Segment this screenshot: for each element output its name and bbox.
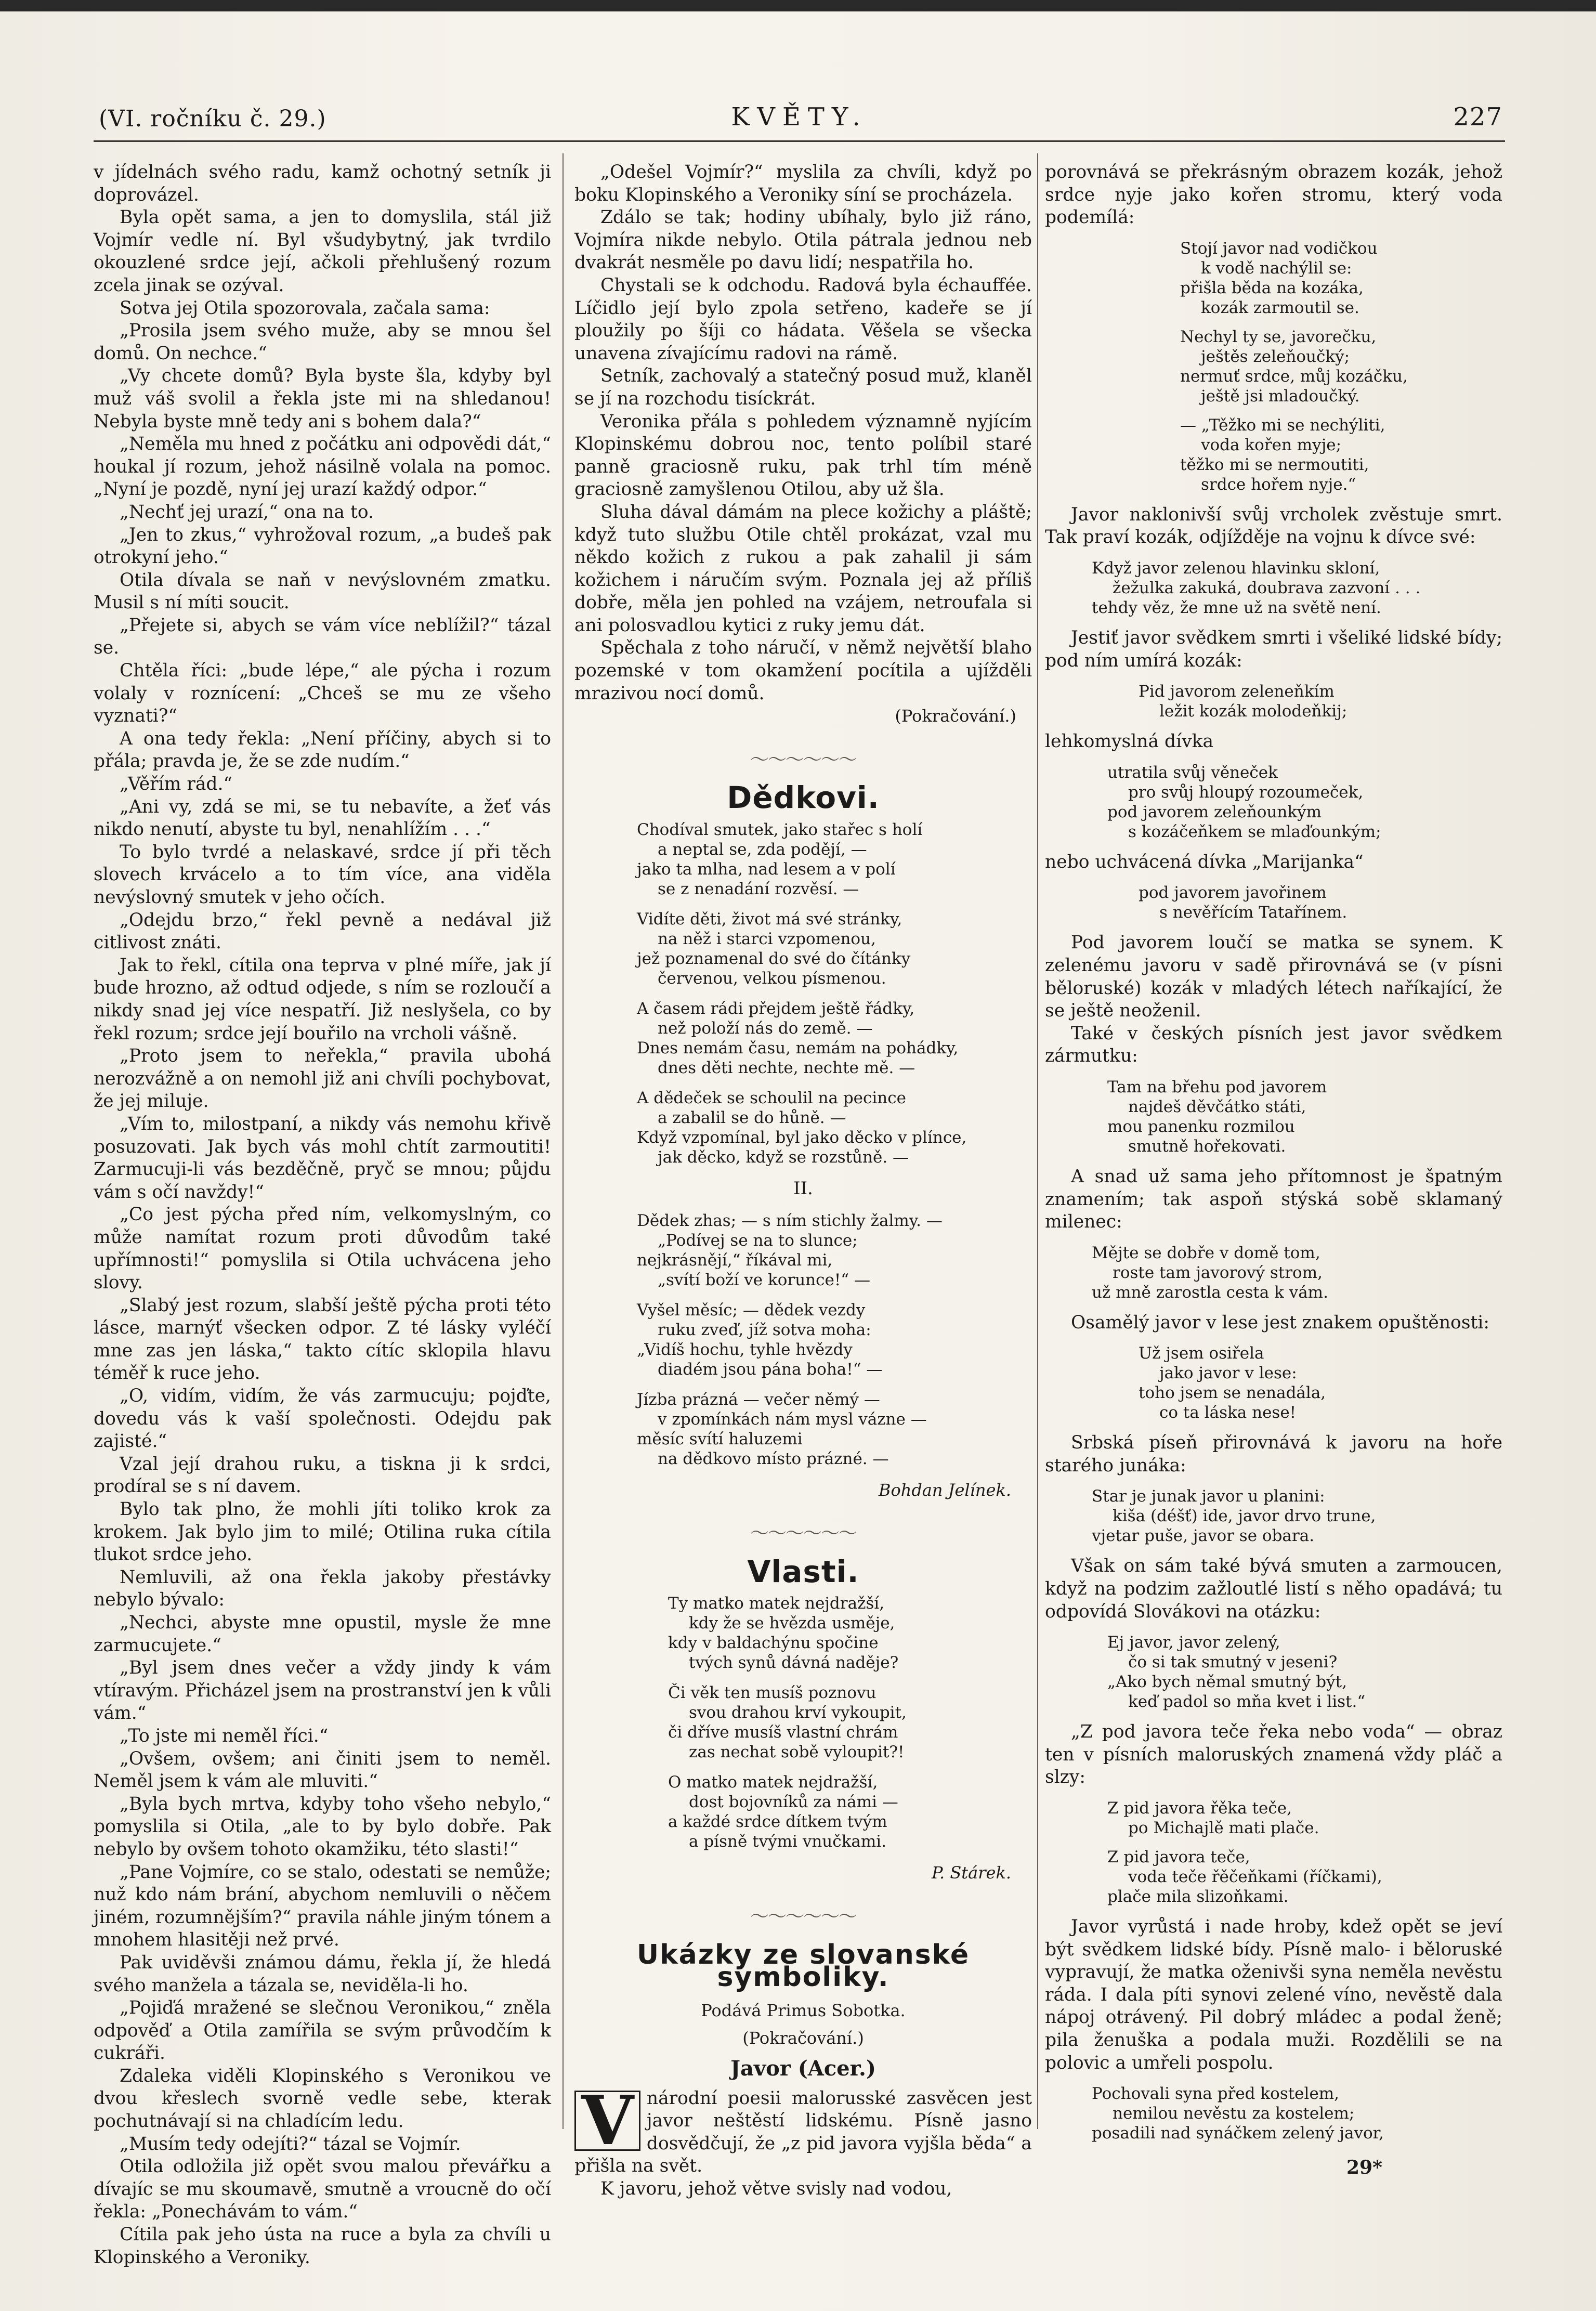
story-paragraph: Bylo tak plno, že mohli jíti toliko krok za krokem. Jak bylo jim to milé; Otilina ruka cítila tlukot srdce jeho. [94, 1499, 551, 1565]
verse-line: Star je junak javor u planini: [1092, 1487, 1325, 1506]
verse-line: utratila svůj věneček [1107, 763, 1278, 782]
verse-line: Nechyl ty se, javorečku, [1180, 327, 1377, 346]
folk-song-verse [1045, 1243, 1502, 1302]
verse-line: už mně zarostla cesta k vám. [1092, 1283, 1328, 1302]
verse-line: posadili nad synáčkem zelený javor, [1092, 2124, 1384, 2143]
verse-line: svou drahou krví vykoupit, [689, 1703, 907, 1722]
article-paragraph: Javor vyrůstá i nade hroby, kdež opět se jeví být svědkem lidské bídy. Písně malo- i běloruské vypravují, že matka oženivši syna neměla nevěstu ráda. I dala píti synovi zelené víno, nevěstě dala nápoj otrávený. Pil dobrý mládec a podal ženě; pila ženuška a podala muži. Rozdělili se na polovic a umřeli pospolu. [1045, 1916, 1502, 2073]
verse-line: jež poznamenal do své do čítánky [637, 949, 911, 969]
verse-line: dnes děti nechte, nechte mě. — [658, 1059, 915, 1078]
verse-line: a neptal se, zda podějí, — [658, 840, 867, 859]
continued-note: (Pokračování.) [895, 706, 1016, 726]
folk-song-verse [1045, 682, 1502, 721]
verse-line: Pochovali syna před kostelem, [1092, 2084, 1340, 2104]
verse-line: Jízba prázná — večer němý — [637, 1390, 880, 1409]
verse-line: a zabalil se do hůně. — [658, 1108, 846, 1128]
folk-song-verse [1045, 1847, 1502, 1907]
verse-line: kozák zarmoutil se. [1201, 298, 1359, 317]
continued-note: (Pokračování.) [742, 2028, 864, 2048]
verse-line: s kozáčeňkem se mlaďounkým; [1128, 822, 1381, 841]
verse-line: červenou, velkou písmenou. [658, 969, 886, 988]
verse-line: a písně tvými vnučkami. [689, 1832, 887, 1851]
story-paragraph: „Nechci, abyste mne opustil, mysle že mne zarmucujete.“ [94, 1612, 551, 1656]
issue-label: (VI. ročníku č. 29.) [99, 106, 326, 132]
story-paragraph: „Proto jsem to neřekla,“ pravila ubohá nerozvážně a on nemohl již ani chvíli pochybovat, že jej miluje. [94, 1046, 551, 1112]
ornament-divider: ～～～～～～ [750, 1523, 856, 1545]
story-paragraph: „Nechť jej urazí,“ ona na to. [120, 501, 374, 523]
story-paragraph: Sluha dával dámám na plece kožichy a pláště; když tuto službu Otile chtěl prokázat, vzal mu někdo kožich z rukou a pak zahalil ji sám kožichem i náručím svým. Poznala jej až příliš dobře, měla jen pohled na vzájem, netroufala si ani polosvadlou kytici z ruky jemu dát. [574, 501, 1032, 636]
verse-line: keď padol so mňa kvet i list.“ [1128, 1692, 1366, 1712]
article-paragraph: V národní poesii malorusské zasvěcen jest javor neštěstí lidskému. Písně jasno dosvědčují, že „z pid javora vyjšla běda“ a přišla na svět. [574, 2080, 1032, 2177]
story-paragraph: „Přejete si, abych se vám více neblížil?“ tázal se. [94, 615, 551, 659]
poem-vlasti [574, 1594, 1032, 1851]
verse-line: A časem rádi přejdem ještě řádky, [637, 999, 915, 1019]
verse-line: ležit kozák molodeňkij; [1159, 702, 1348, 721]
verse-line: Z pid javora řěka teče, [1107, 1799, 1292, 1818]
verse-line: roste tam javorový strom, [1113, 1263, 1323, 1282]
story-paragraph: Jak to řekl, cítila ona teprva v plné míře, jak jí bude hrozno, až odtud odjede, s ním se rozloučí a nikdy snad jej více nespatří. Již neslyšela, co by řekl rozum; srdce její bouřilo na vrcholi vášně. [94, 955, 551, 1044]
article-paragraph: Však on sám také bývá smuten a zarmoucen, když na podzim zažloutlé listí s něho opadává; tu odpovídá Slovákovi na otázku: [1045, 1556, 1502, 1622]
poem-dedkovi-part2 [574, 1211, 1032, 1469]
verse-line: zas nechat sobě vyloupit?! [689, 1743, 905, 1762]
story-paragraph: „O, vidím, vidím, že vás zarmucuju; pojďte, dovedu vás k vaší společnosti. Odejdu pak zajisté.“ [94, 1386, 551, 1452]
column-1-story [94, 161, 551, 2269]
article-paragraph: nebo uchvácená dívka „Marijanka“ [1045, 851, 1364, 872]
verse-line: kdy v baldachýnu spočine [668, 1634, 879, 1653]
story-paragraph: „Byl jsem dnes večer a vždy jindy k vám vtíravým. Přicházel jsem na prostranství jen k vůli vám.“ [94, 1657, 551, 1724]
verse-line: Či věk ten musíš poznovu [668, 1683, 877, 1703]
verse-line: Dědek zhas; — s ním stichly žalmy. — [637, 1211, 943, 1230]
verse-line: O matko matek nejdražší, [668, 1773, 878, 1792]
verse-line: jako ta mlha, nad lesem a v polí [637, 860, 896, 879]
story-paragraph: Otila dívala se naň v nevýslovném zmatku. Musil s ní míti soucit. [94, 569, 551, 613]
story-paragraph: Zdaleka viděli Klopinského s Veronikou ve dvou křeslech svorně vedle sebe, kterak pochutnávají si na chladícím ledu. [94, 2065, 551, 2132]
folk-song-verse [1045, 1077, 1502, 1156]
article-paragraph: K javoru, jehož větve svisly nad vodou, [600, 2178, 952, 2199]
verse-line: tehdy věz, že mne už na světě není. [1092, 598, 1381, 617]
story-paragraph: „Vím to, milostpaní, a nikdy vás nemohu křivě posuzovati. Jak bych vás mohl chtít zarmoutiti! Zarmucuji-li vás bezděčně, pryč se mnou; půjdu vám s očí navždy!“ [94, 1113, 551, 1203]
running-header [94, 101, 1505, 138]
ornament-divider: ～～～～～～ [750, 749, 856, 771]
stanza [637, 1300, 1032, 1379]
story-paragraph: „Odešel Vojmír?“ myslila za chvíli, když po boku Klopinského a Veroniky síní se procházela. [574, 162, 1032, 205]
verse-line: Mějte se dobře v domě tom, [1092, 1243, 1320, 1262]
folk-song-verse [1045, 415, 1502, 494]
story-paragraph: „Věřím rád.“ [120, 774, 233, 795]
verse-line: se z nenadání rozvěsí. — [658, 880, 859, 899]
article-paragraph: Také v českých písních jest javor svědkem zármutku: [1045, 1023, 1502, 1067]
verse-line: mou panenku rozmilou [1107, 1117, 1295, 1136]
verse-line: ruku zveď, jíž sotva moha: [658, 1320, 871, 1339]
story-paragraph: Sotva jej Otila spozorovala, začala sama: [120, 297, 490, 319]
verse-line: k vodě nachýlil se: [1201, 258, 1352, 278]
article-byline: Podává Primus Sobotka. [701, 2000, 906, 2020]
verse-line: jak děcko, když se rozstůně. — [658, 1148, 909, 1167]
verse-line: „Podívej se na to slunce; [658, 1231, 858, 1250]
story-paragraph: Otila odložila již opět svou malou převářku a dívajíc se mu skoumavě, smutně a vroucně do očí řekla: „Ponechávám to vám.“ [94, 2156, 551, 2223]
column-3-article [1045, 161, 1502, 2152]
verse-line: co ta láska nese! [1159, 1403, 1297, 1422]
verse-line: nejkrásnějí,“ říkával mi, [637, 1250, 833, 1270]
verse-line: ještě jsi mladoučký. [1201, 386, 1360, 406]
stanza [637, 1088, 1032, 1167]
story-paragraph: „Pane Vojmíre, co se stalo, odestati se nemůže; nuž kdo nám brání, abychom nemluvili o něčem jiném, rozumnějším?“ pravila náhle jiným tónem a mnohem hlasitěji než prvé. [94, 1861, 551, 1951]
article-paragraph: Srbská píseň přirovnává k javoru na hoře starého junáka: [1045, 1432, 1502, 1476]
story-paragraph: Chystali se k odchodu. Radová byla échauffée. Líčidlo její bylo zpola setřeno, kadeře se jí ploužily po šíji co hádata. Věšela se všecka unavena zívajícímu radovi na rámě. [574, 275, 1032, 364]
poem-dedkovi-part1 [574, 820, 1032, 1167]
verse-line: čo si tak smutný v jeseni? [1128, 1653, 1338, 1672]
story-paragraph: To bylo tvrdé a nelaskavé, srdce jí při těch slovech krvácelo a to tím více, ana viděla nevýslovný smutek v jeho očích. [94, 841, 551, 908]
folk-song-verse [1045, 883, 1502, 922]
verse-line: kiša (déšť) ide, javor drvo trune, [1113, 1507, 1376, 1526]
column-2 [574, 161, 1032, 2201]
verse-line: těžko mi se nermoutiti, [1180, 455, 1369, 474]
verse-line: Když javor zelenou hlavinku skloní, [1092, 558, 1380, 578]
verse-line: žežulka zakuká, doubrava zazvoní . . . [1113, 578, 1421, 597]
story-paragraph: Veronika přála s pohledem významně nyjícím Klopinskému dobrou noc, tento políbil staré panně graciosně ruku, pak trhl tím méně graciosně zamyšlenou Otilou, aby už šla. [574, 411, 1032, 500]
verse-line: voda kořen myje; [1201, 435, 1342, 454]
story-paragraph: Chtěla říci: „bude lépe,“ ale pýcha i rozum volaly v roznícení: „Chceš se mu ze všeho vyznati?“ [94, 660, 551, 727]
story-paragraph: „Jen to zkus,“ vyhrožoval rozum, „a budeš pak otrokyní jeho.“ [94, 524, 551, 568]
verse-line: voda teče řěčeňkami (říčkami), [1128, 1868, 1382, 1887]
verse-line: plače mila slizoňkami. [1107, 1887, 1289, 1907]
verse-line: než položí nás do země. — [658, 1019, 873, 1038]
verse-line: ještěs zeleňoučký; [1201, 347, 1350, 366]
stanza [637, 1390, 1032, 1469]
stanza [637, 1211, 1032, 1290]
verse-line: přišla běda na kozáka, [1180, 278, 1364, 297]
poem-title-dedkovi: Dědkovi. [727, 780, 880, 816]
article-paragraph: Pod javorem loučí se matka se synem. K zelenému javoru v sadě přirovnává se (v písni běloruské) kozák v mladých létech naříkající, že se ještě neoženil. [1045, 932, 1502, 1022]
story-paragraph: „Prosila jsem svého muže, aby se mnou šel domů. On nechce.“ [94, 320, 551, 364]
verse-line: tvých synů dávná naděje? [689, 1653, 899, 1673]
folk-song-verse [1045, 327, 1502, 406]
verse-line: nemilou nevěstu za kostelem; [1113, 2104, 1355, 2123]
verse-line: „Vidíš hochu, tyhle hvězdy [637, 1340, 853, 1359]
story-paragraph: Spěchala z toho náručí, v němž největší blaho pozemské v tom okamžení pocítila a ujížděli mrazivou nocí domů. [574, 637, 1032, 704]
article-paragraph: Osamělý javor v lese jest znakem opuštěnosti: [1071, 1312, 1490, 1333]
verse-line: Ej javor, javor zelený, [1107, 1633, 1280, 1652]
story-paragraph: „To jste mi neměl říci.“ [120, 1725, 329, 1746]
poem-title-vlasti: Vlasti. [747, 1553, 859, 1589]
folk-song-verse [1045, 1798, 1502, 1838]
poem-author: P. Stárek. [931, 1863, 1011, 1883]
stanza [637, 999, 1032, 1078]
verse-line: v zpomínkách nám mysl vázne — [658, 1409, 927, 1429]
story-paragraph: „Odejdu brzo,“ řekl pevně a nedával již citlivost znáti. [94, 909, 551, 954]
article-paragraph: Jestiť javor svědkem smrti i všeliké lidské bídy; pod ním umírá kozák: [1045, 627, 1502, 671]
story-paragraph: Vzal její drahou ruku, a tiskna ji k srdci, prodíral se s ní davem. [94, 1453, 551, 1497]
article-paragraph: Javor naklonivší svůj vrcholek zvěstuje smrt. Tak praví kozák, odjížděje na vojnu k dívce své: [1045, 504, 1502, 548]
verse-line: Vyšel měsíc; — dědek vezdy [637, 1300, 866, 1320]
article-paragraph: lehkomyslná dívka [1045, 731, 1214, 752]
stanza [668, 1772, 1032, 1851]
story-paragraph: „Ovšem, ovšem; ani činiti jsem to neměl. Neměl jsem k vám ale mluviti.“ [94, 1748, 551, 1792]
verse-line: a každé srdce dítkem tvým [668, 1812, 887, 1832]
verse-line: Už jsem osiřela [1139, 1344, 1264, 1363]
story-paragraph: v jídelnách svého radu, kamž ochotný setník ji doprovázel. [94, 162, 551, 205]
folk-song-verse [1045, 1343, 1502, 1422]
verse-line: Ty matko matek nejdražší, [668, 1594, 885, 1613]
folk-song-verse [1045, 558, 1502, 618]
verse-line: kdy že se hvězda usměje, [689, 1614, 895, 1633]
story-paragraph: „Byla bych mrtva, kdyby toho všeho nebylo,“ pomyslila si Otila, „ale to by bylo dobře. Pak nebylo by ovšem tohoto okamžiku, této slasti!“ [94, 1793, 551, 1860]
story-paragraph: A ona tedy řekla: „Není příčiny, abych si to přála; pravda je, že se zde nudím.“ [94, 728, 551, 772]
story-paragraph: „Musím tedy odejíti?“ tázal se Vojmír. [120, 2133, 461, 2155]
verse-line: s nevěřícím Tatařínem. [1159, 903, 1348, 922]
verse-line: měsíc svítí haluzemi [637, 1429, 803, 1448]
story-paragraph: Byla opět sama, a jen to domyslila, stál již Vojmír vedle ní. Byl všudybytný, jak tvrdilo okouzlené srdce její, ačkoli přehlušený rozum zcela jinak se ozýval. [94, 207, 551, 296]
article-paragraph: porovnává se překrásným obrazem kozák, jehož srdce nyje jako kořen stromu, který voda podemílá: [1045, 162, 1502, 228]
dropcap-letter: V [574, 2091, 640, 2151]
verse-line: na dědkovo místo prázné. — [658, 1449, 889, 1468]
verse-line: nermuť srdce, můj kozáčku, [1180, 367, 1408, 386]
story-paragraph: „Slabý jest rozum, slabší ještě pýcha proti této lásce, marnýť všecken odpor. Z té lásky vyléčí mne zas jen láska,“ takto cítíc sklopila hlavu téměř k ruce jeho. [94, 1295, 551, 1384]
folk-song-verse [1045, 2084, 1502, 2143]
verse-line: — „Těžko mi se nechýliti, [1180, 415, 1385, 435]
story-paragraph: Setník, zachovalý a statečný posud muž, klaněl se jí na rozchodu tisíckrát. [574, 365, 1032, 409]
verse-line: Stojí javor nad vodičkou [1180, 239, 1378, 258]
verse-line: Chodíval smutek, jako stařec s holí [637, 820, 923, 840]
header-rule [94, 140, 1505, 142]
verse-line: najdeš děvčátko státi, [1128, 1097, 1306, 1116]
article-title: Ukázky ze slovanské symboliky. [636, 1939, 970, 1993]
poem-part-number: II. [793, 1178, 813, 1199]
folk-song-verse [1045, 1486, 1502, 1546]
article-paragraph: „Z pod javora teče řeka nebo voda“ — obraz ten v písních maloruských znamená vždy pláč a slzy: [1045, 1721, 1502, 1788]
story-paragraph: „Pojiďá mražené se slečnou Veronikou,“ zněla odpověď a Otila zamířila se svým průvodčím k cukráři. [94, 1997, 551, 2064]
verse-line: jako javor v lese: [1159, 1364, 1297, 1383]
verse-line: Z pid javora teče, [1107, 1848, 1250, 1867]
verse-line: pro svůj hloupý rozoumeček, [1128, 782, 1364, 802]
verse-line: Tam na břehu pod javorem [1107, 1077, 1327, 1096]
verse-line: Když vzpomínal, byl jako děcko v plínce, [637, 1128, 967, 1147]
story-paragraph: „Neměla mu hned z počátku ani odpovědi dát,“ houkal jí rozum, jehož násilně volala na pomoc. „Nyní je pozdě, nyní jej urazí každý odpor.“ [94, 434, 551, 500]
verse-line: diadém jsou pána boha!“ — [658, 1360, 883, 1379]
verse-line: toho jsem se nenadála, [1139, 1383, 1326, 1403]
verse-line: „svítí boží ve korunce!“ — [658, 1270, 871, 1289]
story-paragraph: „Ani vy, zdá se mi, se tu nebavíte, a žeť vás nikdo nenutí, abyste tu byl, nenahlížím . . .“ [94, 796, 551, 840]
verse-line: Vidíte děti, život má své stránky, [637, 910, 902, 929]
scan-edge [0, 0, 1596, 11]
page-number: 227 [1453, 102, 1502, 132]
stanza [637, 909, 1032, 988]
story-paragraph: Zdálo se tak; hodiny ubíhaly, bylo již ráno, Vojmíra nikde nebylo. Otila pátrala jednou neb dvakrát nesměle po davu lidí; nespatřila ho. [574, 207, 1032, 273]
story-paragraph: Pak uviděvši známou dámu, řekla jí, že hledá svého manžela a tázala se, neviděla-li ho. [94, 1952, 551, 1996]
verse-line: pod javorem zeleňounkým [1107, 802, 1322, 821]
folk-song-verse [1045, 1633, 1502, 1712]
verse-line: dost bojovníků za námi — [689, 1793, 898, 1812]
verse-line: smutně hořekovati. [1128, 1137, 1286, 1156]
verse-line: či dříve musíš vlastní chrám [668, 1723, 898, 1742]
folk-song-verse [1045, 239, 1502, 318]
verse-line: na něž i starci vzpomenou, [658, 930, 876, 949]
stanza [668, 1683, 1032, 1762]
column-divider [1037, 153, 1038, 2129]
stanza [668, 1594, 1032, 1673]
journal-title: KVĚTY. [731, 102, 868, 132]
signature-mark: 29* [1346, 2157, 1382, 2178]
story-paragraph: Cítila pak jeho ústa na ruce a byla za chvíli u Klopinského a Veroniky. [94, 2224, 551, 2268]
article-paragraph: A snad už sama jeho přítomnost je špatným znamením; tak aspoň stýská sobě sklamaný milenec: [1045, 1166, 1502, 1233]
verse-line: srdce hořem nyje.“ [1201, 475, 1356, 494]
verse-line: Dnes nemám času, nemám na pohádky, [637, 1039, 959, 1058]
verse-line: pod javorem javořinem [1139, 883, 1327, 903]
column-divider [562, 153, 564, 2129]
ornament-divider: ～～～～～～ [750, 1906, 856, 1927]
story-paragraph: Nemluvili, až ona řekla jakoby přestávky nebylo bývalo: [94, 1566, 551, 1611]
verse-line: po Michajlě mati plače. [1128, 1819, 1319, 1838]
folk-song-verse [1045, 763, 1502, 842]
verse-line: Pid javorom zeleneňkím [1139, 682, 1335, 701]
story-conclusion [574, 161, 1032, 705]
verse-line: A dědeček se schoulil na pecince [637, 1089, 906, 1108]
verse-line: vjetar puše, javor se obara. [1092, 1526, 1315, 1546]
verse-line: „Ako bych němal smutný být, [1107, 1673, 1347, 1692]
poem-author: Bohdan Jelínek. [878, 1480, 1011, 1500]
stanza [637, 820, 1032, 899]
section-heading: Javor (Acer.) [730, 2056, 876, 2081]
story-paragraph: „Vy chcete domů? Byla byste šla, kdyby byl muž váš svolil a řekla jste mi na shledanou! Nebyla byste mně tedy ani s bohem dala?“ [94, 365, 551, 432]
story-paragraph: „Co jest pýcha před ním, velkomyslným, co může namítat rozum proti důvodům také upřímnosti!“ pomyslila si Otila uchvácena jeho slovy. [94, 1204, 551, 1294]
